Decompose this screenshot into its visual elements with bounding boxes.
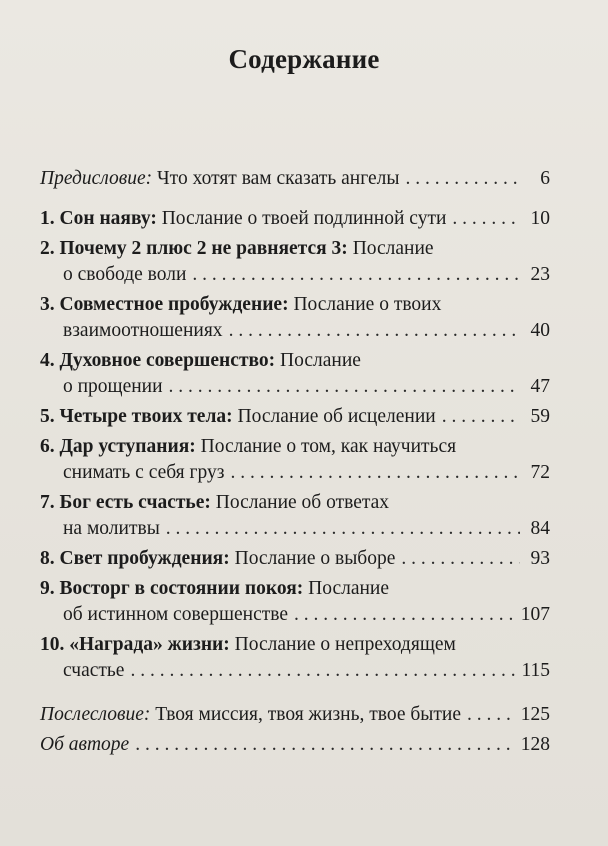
leader-dots (166, 516, 520, 542)
afterword-page: 125 (520, 704, 550, 725)
toc-entry-chapter[interactable] (40, 236, 550, 288)
toc-entry-chapter[interactable] (40, 632, 550, 684)
chapter-subtitle-cont: на молитвы (63, 518, 160, 539)
leader-dots (230, 460, 520, 486)
chapter-title: Четыре твоих тела: (59, 406, 233, 427)
chapter-number: 6. (40, 436, 55, 457)
chapter-title: Свет пробуждения: (59, 548, 230, 569)
afterword-label: Послесловие: (40, 704, 151, 725)
toc-entry-chapter[interactable] (40, 490, 550, 542)
chapter-number: 4. (40, 350, 55, 371)
chapter-title: Совместное пробуждение: (59, 294, 289, 315)
leader-dots (130, 658, 515, 684)
chapter-number: 8. (40, 548, 55, 569)
preface-label: Предисловие: (40, 168, 153, 189)
page-title: Содержание (228, 44, 380, 74)
about-label: Об авторе (40, 734, 130, 755)
chapter-subtitle: Послание о твоей подлинной сути (161, 208, 447, 229)
leader-dots (294, 602, 515, 628)
chapter-list (40, 206, 550, 684)
toc-entry-chapter[interactable] (40, 404, 550, 430)
chapter-title: Сон наяву: (59, 208, 157, 229)
chapter-number: 3. (40, 294, 55, 315)
chapter-subtitle: Послание об ответах (215, 492, 390, 513)
toc-entry-chapter[interactable] (40, 348, 550, 400)
chapter-subtitle-cont: взаимоотношениях (63, 320, 223, 341)
toc-entry-chapter[interactable] (40, 434, 550, 486)
chapter-title: Дар уступания: (59, 436, 196, 457)
chapter-subtitle-cont: о прощении (63, 376, 163, 397)
chapter-title: Восторг в состоянии покоя: (59, 578, 304, 599)
toc-entry-chapter[interactable] (40, 546, 550, 572)
preface-page: 6 (540, 168, 550, 189)
leader-dots (169, 374, 520, 400)
chapter-page: 40 (530, 320, 550, 341)
chapter-page: 47 (530, 376, 550, 397)
toc-entry-chapter[interactable] (40, 292, 550, 344)
about-page: 128 (520, 734, 550, 755)
chapter-title: Бог есть счастье: (59, 492, 211, 513)
leader-dots (192, 262, 520, 288)
chapter-subtitle-cont: снимать с себя груз (63, 462, 225, 483)
chapter-subtitle: Послание (352, 238, 434, 259)
toc-entry-preface[interactable] (40, 166, 550, 192)
chapter-page: 10 (530, 208, 550, 229)
chapter-subtitle-cont: о свободе воли (63, 264, 187, 285)
chapter-number: 10. (40, 634, 65, 655)
chapter-subtitle: Послание о выборе (234, 548, 396, 569)
chapter-page: 59 (530, 406, 550, 427)
chapter-number: 5. (40, 406, 55, 427)
toc-entry-afterword[interactable] (40, 702, 550, 728)
leader-dots (135, 732, 515, 758)
leader-dots (401, 546, 520, 572)
chapter-number: 7. (40, 492, 55, 513)
afterword-text: Твоя миссия, твоя жизнь, твое бытие (155, 704, 462, 725)
toc-entry-about[interactable] (40, 732, 550, 758)
chapter-page: 107 (520, 604, 550, 625)
chapter-subtitle-cont: счастье (63, 660, 125, 681)
chapter-subtitle: Послание о том, как научиться (200, 436, 457, 457)
chapter-title: Почему 2 плюс 2 не равняется 3: (59, 238, 348, 259)
chapter-subtitle: Послание (280, 350, 361, 371)
chapter-page: 115 (521, 660, 550, 681)
chapter-subtitle: Послание (308, 578, 390, 599)
chapter-page: 84 (530, 518, 550, 539)
table-of-contents (40, 166, 550, 758)
chapter-subtitle: Послание об исцелении (237, 406, 436, 427)
chapter-subtitle: Послание о непреходящем (234, 634, 456, 655)
leader-dots (442, 404, 520, 430)
leader-dots (467, 702, 515, 728)
leader-dots (452, 206, 520, 232)
chapter-subtitle-cont: об истинном совершенстве (63, 604, 288, 625)
toc-entry-chapter[interactable] (40, 206, 550, 232)
chapter-page: 72 (530, 462, 550, 483)
chapter-title: «Награда» жизни: (69, 634, 230, 655)
leader-dots (229, 318, 520, 344)
chapter-page: 23 (530, 264, 550, 285)
toc-entry-chapter[interactable] (40, 576, 550, 628)
leader-dots (405, 166, 520, 192)
chapter-subtitle: Послание о твоих (293, 294, 442, 315)
chapter-number: 1. (40, 208, 55, 229)
chapter-number: 9. (40, 578, 55, 599)
preface-text: Что хотят вам сказать ангелы (157, 168, 400, 189)
chapter-title: Духовное совершенство: (59, 350, 276, 371)
chapter-page: 93 (530, 548, 550, 569)
chapter-number: 2. (40, 238, 55, 259)
